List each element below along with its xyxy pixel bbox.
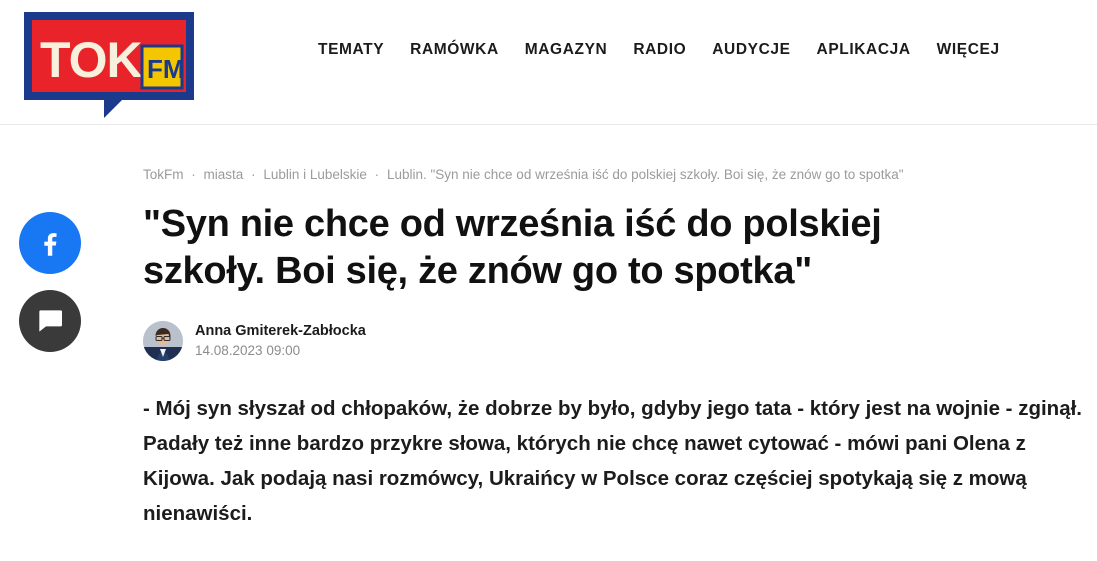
tokfm-logo-icon <box>18 8 200 120</box>
nav-item-radio[interactable]: RADIO <box>633 41 687 58</box>
breadcrumb-separator: · <box>191 167 196 182</box>
svg-text:FM: FM <box>147 54 185 84</box>
facebook-share-button[interactable] <box>19 212 81 274</box>
byline-text <box>195 322 366 360</box>
tokfm-logo[interactable] <box>18 8 200 120</box>
nav-item-wiecej[interactable]: WIĘCEJ <box>936 41 1000 58</box>
publish-date: 14.08.2023 09:00 <box>195 343 301 359</box>
breadcrumb-item-lublin-lubelskie[interactable]: Lublin i Lubelskie <box>263 167 367 182</box>
article <box>143 166 1087 552</box>
breadcrumb-separator: · <box>374 167 380 182</box>
site-header <box>0 0 1097 125</box>
nav-item-aplikacja[interactable]: APLIKACJA <box>816 41 911 58</box>
facebook-icon <box>33 226 67 260</box>
byline <box>143 321 1087 361</box>
breadcrumb-current-page: Lublin. "Syn nie chce od września iść do polskiej szkoły. Boi się, że znów go to spotka" <box>386 167 904 182</box>
breadcrumb-item-miasta[interactable]: miasta <box>203 167 244 182</box>
svg-text:TOK: TOK <box>40 32 142 88</box>
breadcrumb-item-tokfm[interactable]: TokFm <box>143 167 184 182</box>
breadcrumb <box>143 166 1087 184</box>
main-navigation <box>318 41 1000 59</box>
comment-bubble-icon <box>34 305 66 337</box>
article-lead: - Mój syn słyszał od chłopaków, że dobrze by było, gdyby jego tata - który jest na wojnie - zginął. Padały też inne bardzo przykre słowa, których nie chcę nawet cytować - mówi pani Olena z Kijowa. Jak podają nasi rozmówcy, Ukraińcy w Polsce coraz częściej spotykają się z mową nienawiści. <box>143 397 1082 525</box>
avatar <box>143 321 183 361</box>
nav-item-audycje[interactable]: AUDYCJE <box>712 41 791 58</box>
comments-button[interactable] <box>19 290 81 352</box>
page-title: "Syn nie chce od września iść do polskiej szkoły. Boi się, że znów go to spotka" <box>143 203 882 292</box>
social-share-rail <box>19 212 83 368</box>
author-name[interactable]: Anna Gmiterek-Zabłocka <box>195 323 366 339</box>
author-photo-icon <box>143 321 183 361</box>
nav-item-ramowka[interactable]: RAMÓWKA <box>410 41 499 58</box>
breadcrumb-separator: · <box>251 167 256 182</box>
nav-item-tematy[interactable]: TEMATY <box>318 41 385 58</box>
nav-item-magazyn[interactable]: MAGAZYN <box>524 41 608 58</box>
